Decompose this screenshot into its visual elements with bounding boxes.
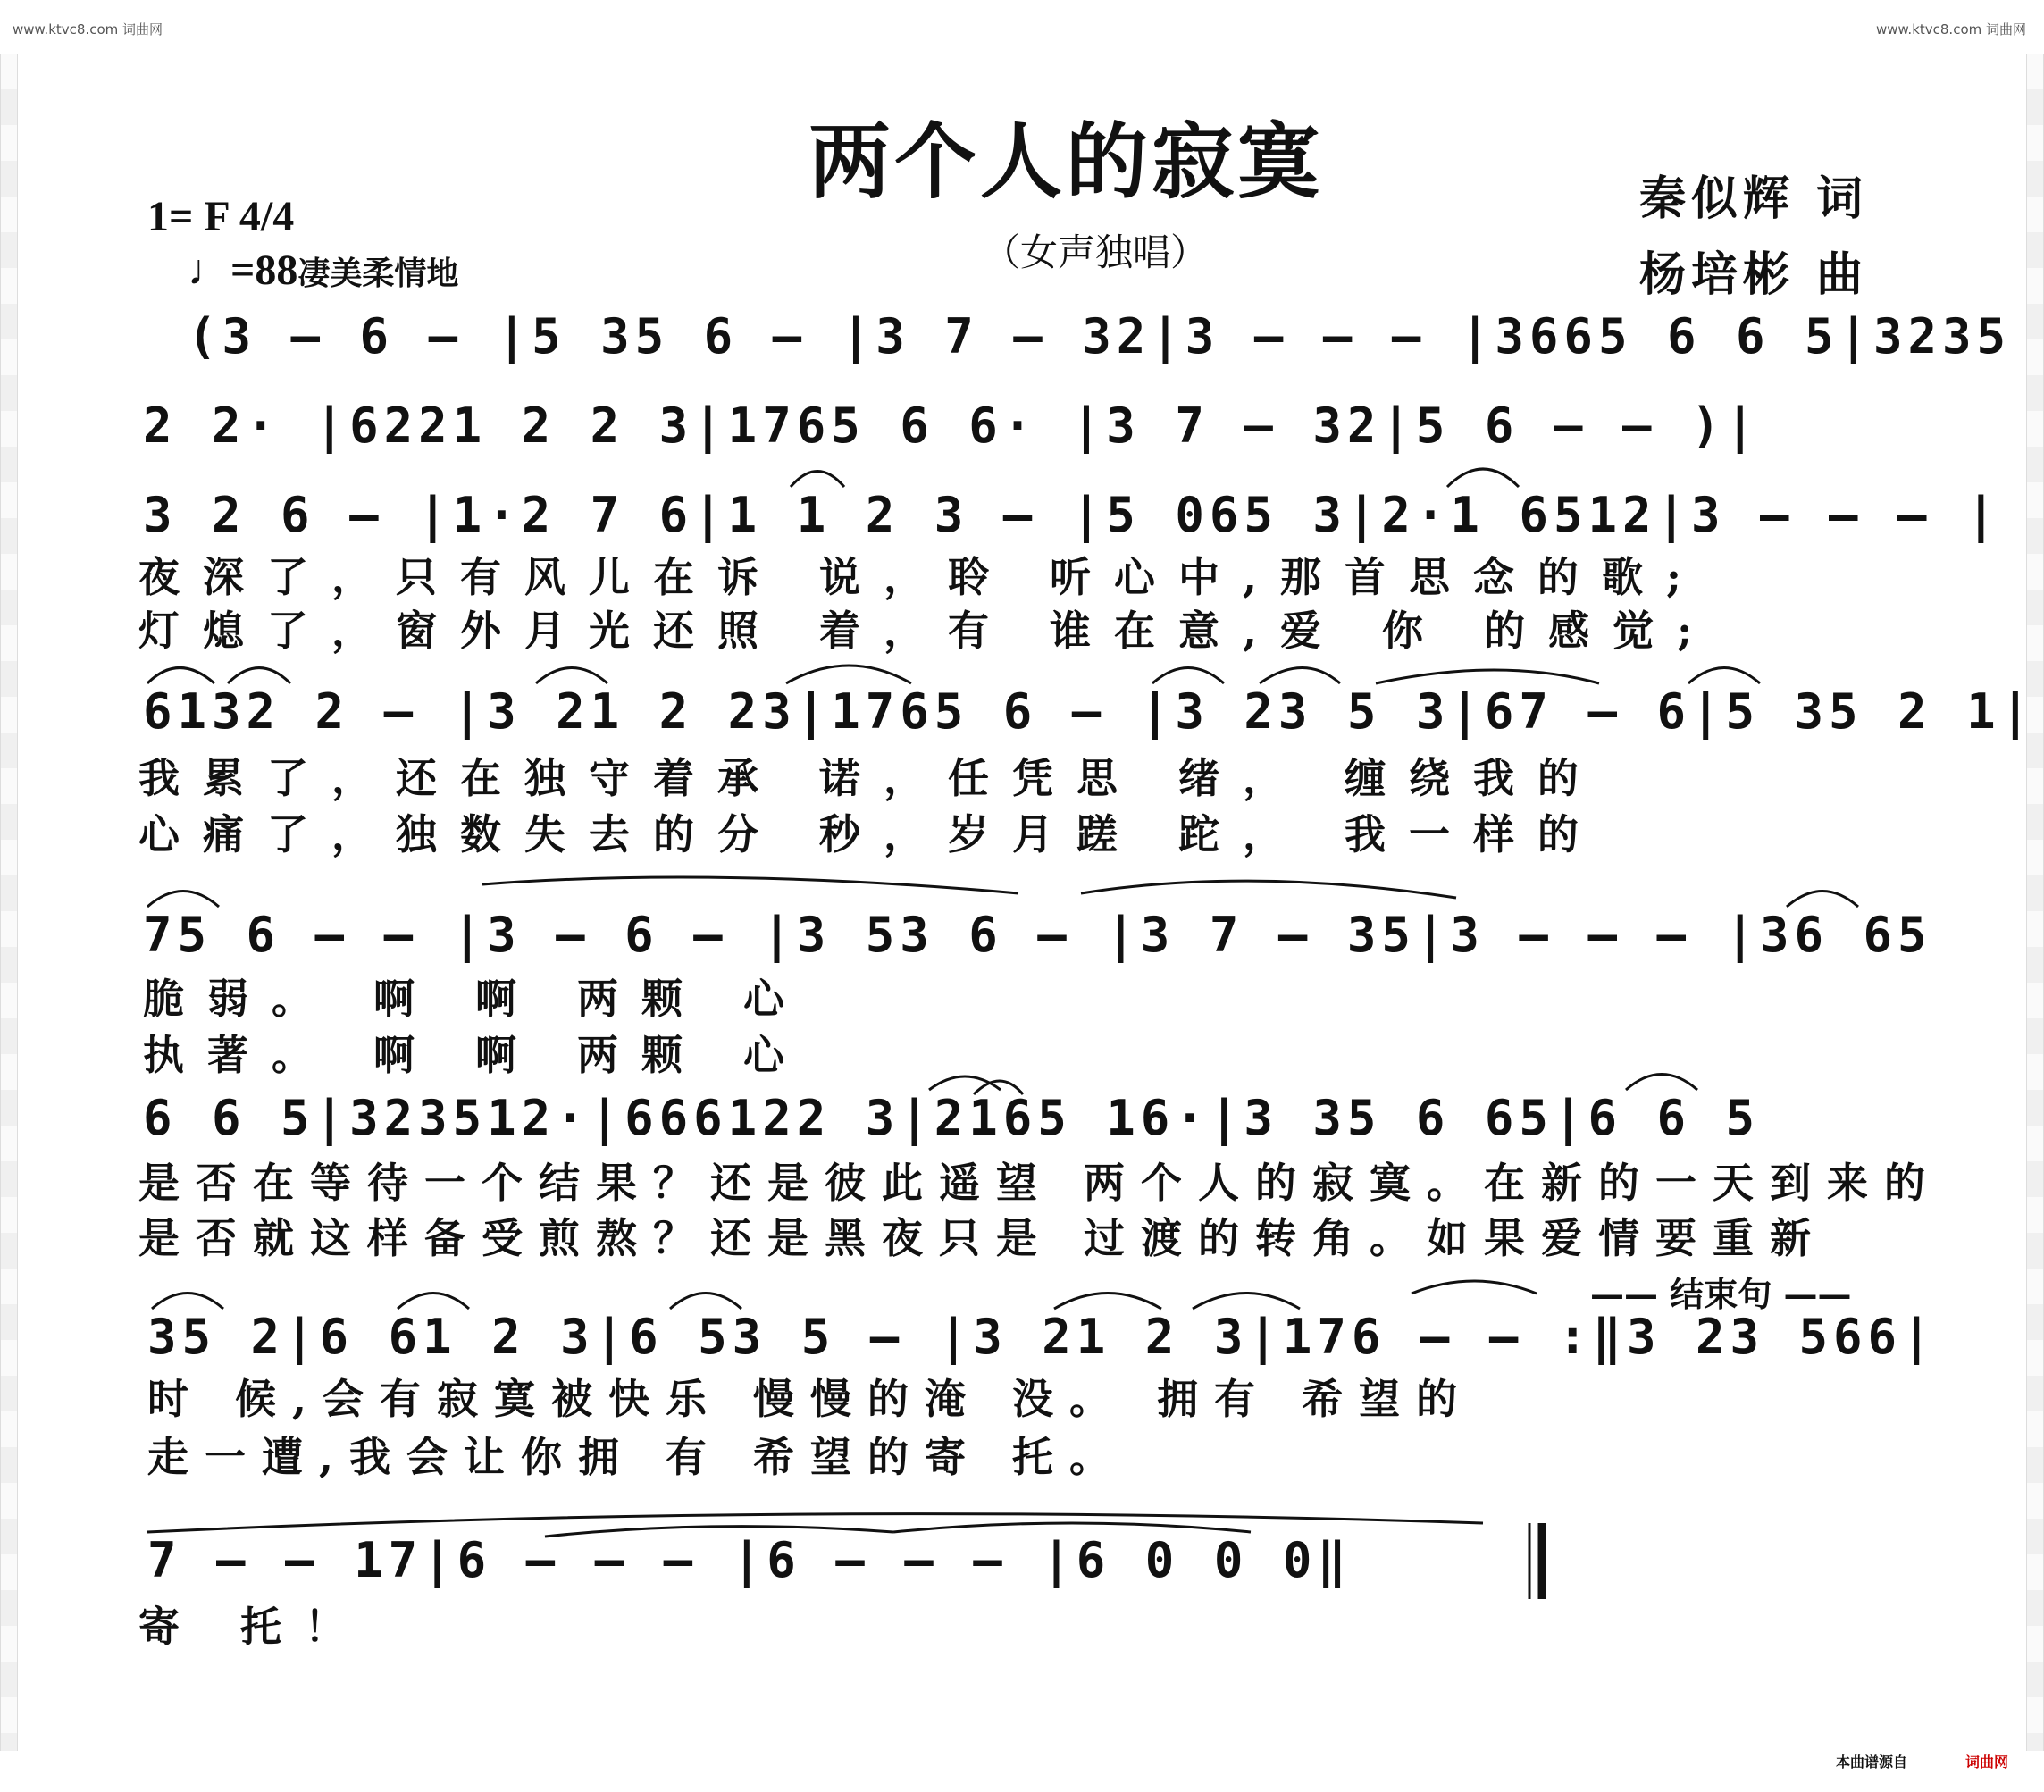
composer-credit: 杨培彬 曲	[1639, 247, 1869, 302]
slur	[147, 892, 219, 908]
song-title: 两个人的寂寞	[808, 113, 1324, 210]
slur	[670, 1294, 741, 1310]
tempo-value: =88	[230, 247, 298, 294]
slur	[1081, 881, 1456, 898]
song-subtitle: （女声独唱）	[983, 230, 1209, 274]
lyrics-line-3-verse-1: 夜深了，只有风儿在诉 说，聆 听心中,那首思念的歌;	[138, 553, 1705, 601]
lyrics-line-7-verse-1: 时 候,会有寂寞被快乐 慢慢的淹 没。 拥有 希望的	[147, 1375, 1474, 1423]
lyrics-line-4-verse-2: 心痛了，独数失去的分 秒，岁月蹉 跎， 我一样的	[138, 810, 1603, 858]
slur	[786, 666, 911, 683]
key-signature: 1= F 4/4	[147, 193, 295, 240]
slur	[1787, 892, 1858, 908]
slur	[152, 1294, 223, 1310]
slur	[1376, 670, 1599, 683]
slur	[147, 668, 214, 684]
notation-line-5: 75 6 — — |3 — 6 — |3 53 6 — |3 7 — 35|3 — — — |36 65	[143, 907, 1932, 963]
notation-line-3: 3 2 6 — |1·2 7 6|1 1 2 3 — |5 065 3|2·1 6512|3 — — — |	[143, 487, 2001, 543]
notation-line-2: 2 2· |6221 2 2 3|1765 6 6· |3 7 — 32|5 6 — — )|	[143, 398, 1761, 454]
slur	[1412, 1281, 1537, 1294]
lyrics-line-6-verse-1: 是否在等待一个结果？还是彼此遥望 两个人的寂寞。在新的一天到来的	[138, 1159, 1942, 1207]
footer-source: 本曲谱源自	[1836, 1754, 1908, 1771]
lyrics-line-5-verse-2: 执著。 啊 啊 两颗 心	[143, 1031, 808, 1079]
slur	[1688, 668, 1760, 684]
notation-line-6: 6 6 5|323512·|666122 3|2165 16·|3 35 6 65|6 6 5	[143, 1090, 1761, 1146]
watermark-left: www.ktvc8.com 词曲网	[13, 21, 163, 38]
lyrics-line-4-verse-1: 我累了，还在独守着承 诺，任凭思 绪， 缠绕我的	[138, 754, 1603, 802]
slur	[1152, 668, 1224, 684]
slur	[228, 668, 290, 684]
slur	[1447, 469, 1519, 487]
lyricist-credit: 秦似辉 词	[1639, 172, 1869, 226]
lyrics-line-5-verse-1: 脆弱。 啊 啊 两颗 心	[143, 975, 808, 1023]
tempo-marking	[188, 246, 458, 295]
footer-site[interactable]: 词曲网	[1965, 1754, 2009, 1771]
slur	[536, 668, 607, 684]
slur	[929, 1076, 1001, 1090]
notation-line-8: 7 — — 17|6 — — — |6 — — — |6 0 0 0‖	[147, 1532, 1352, 1588]
slur	[1260, 668, 1340, 684]
ending-label: —— 结束句 ——	[1590, 1274, 1852, 1314]
lyrics-line-8: 寄 托！	[138, 1603, 370, 1651]
slur	[791, 472, 844, 488]
slur	[147, 1514, 1483, 1532]
slur	[1054, 1294, 1161, 1310]
slur	[893, 1523, 1251, 1532]
right-edge-strip	[2026, 54, 2044, 1751]
notation-line-4: 6132 2 — |3 21 2 23|1765 6 — |3 23 5 3|67 — 6|5 35 2 1|	[143, 683, 2036, 740]
slur	[1626, 1075, 1697, 1091]
notation-line-7: 35 2|6 61 2 3|6 53 5 — |3 21 2 3|176 — — :‖3 23 566|	[147, 1309, 1937, 1365]
lyrics-line-7-verse-2: 走一遭,我会让你拥 有 希望的寄 托。	[147, 1433, 1127, 1481]
slur	[1193, 1294, 1300, 1310]
notation-line-1: (3 — 6 — |5 35 6 — |3 7 — 32|3 — — — |3665 6 6 5|3235	[188, 308, 2012, 364]
quarter-note-icon: ♩	[188, 247, 230, 294]
tempo-mood: 凄美柔情地	[297, 255, 459, 291]
lyrics-line-3-verse-2: 灯熄了，窗外月光还照 着，有 谁在意,爱 你 的感觉;	[138, 607, 1716, 655]
watermark-right: www.ktvc8.com 词曲网	[1876, 21, 2027, 38]
lyrics-line-6-verse-2: 是否就这样备受煎熬？还是黑夜只是 过渡的转角。如果爱情要重新	[138, 1214, 1828, 1262]
slur	[482, 877, 1018, 893]
left-edge-strip	[0, 54, 18, 1751]
slur	[398, 1294, 469, 1310]
